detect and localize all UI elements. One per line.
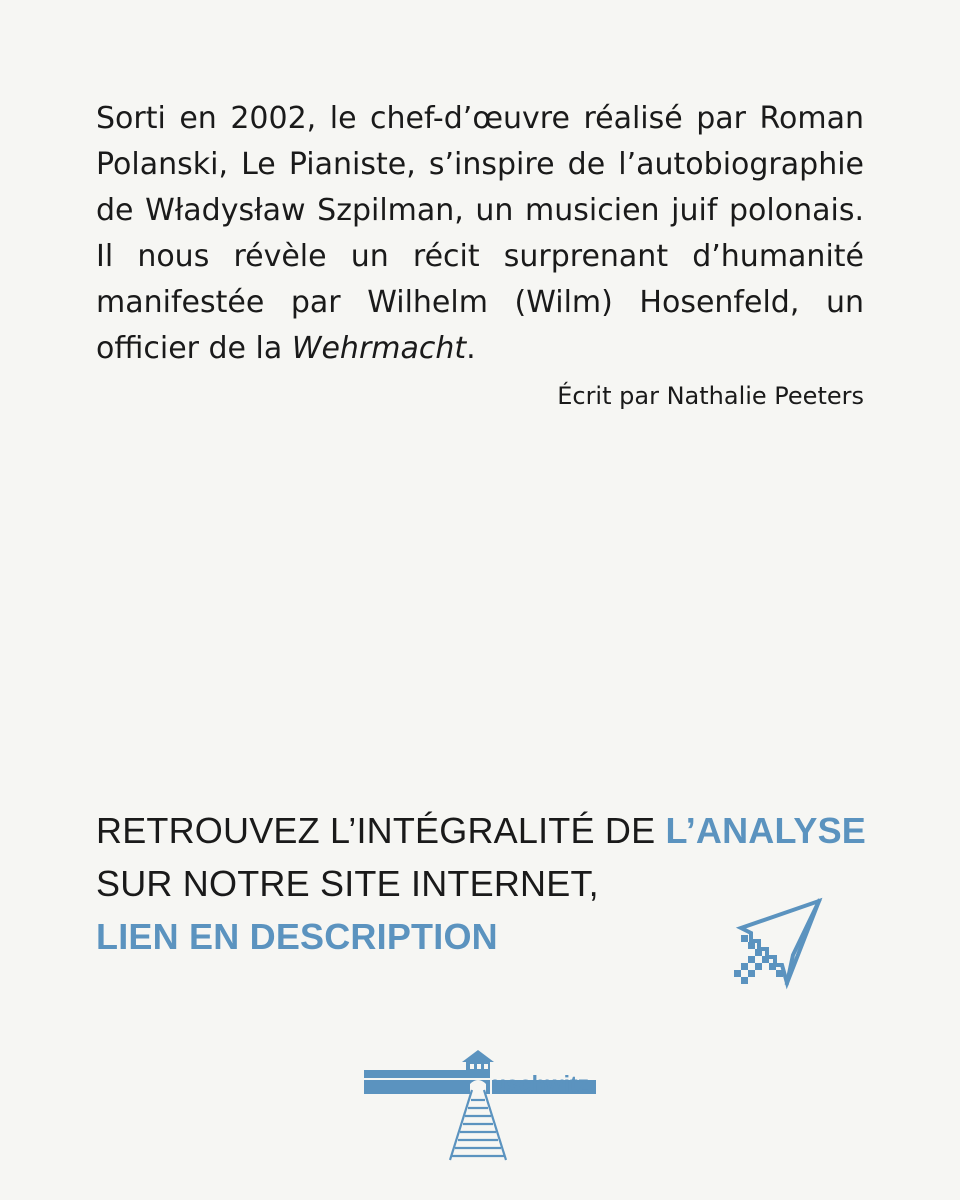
cta-line-1-prefix: RETROUVEZ L’INTÉGRALITÉ DE bbox=[96, 810, 666, 851]
logo-wordmark: uschwitz bbox=[492, 1071, 590, 1097]
auschwitz-gate-rail-logo bbox=[360, 1044, 600, 1164]
article-text: Sorti en 2002, le chef-d’œuvre réalisé par Roman Polanski, Le Pianiste, s’inspire de l’autobiographie de Władysław Szpilman, un musicien juif polonais. Il nous révèle un récit surprenant d’humanité manifestée par Wilhelm (Wilm) Hosenfeld, un officier de la bbox=[96, 101, 864, 366]
cta-line-1-accent: L’ANALYSE bbox=[665, 810, 867, 851]
article-text-end: . bbox=[466, 331, 476, 366]
cta-line-2: SUR NOTRE SITE INTERNET, bbox=[96, 863, 599, 904]
author-credit: Écrit par Nathalie Peeters bbox=[557, 382, 864, 410]
cta-line-1 bbox=[96, 804, 896, 857]
pixel-cursor-arrow-icon bbox=[727, 895, 827, 990]
article-italic-term: Wehrmacht bbox=[291, 331, 467, 366]
article-paragraph bbox=[96, 96, 864, 372]
cta-line-3-link[interactable]: LIEN EN DESCRIPTION bbox=[96, 916, 498, 957]
